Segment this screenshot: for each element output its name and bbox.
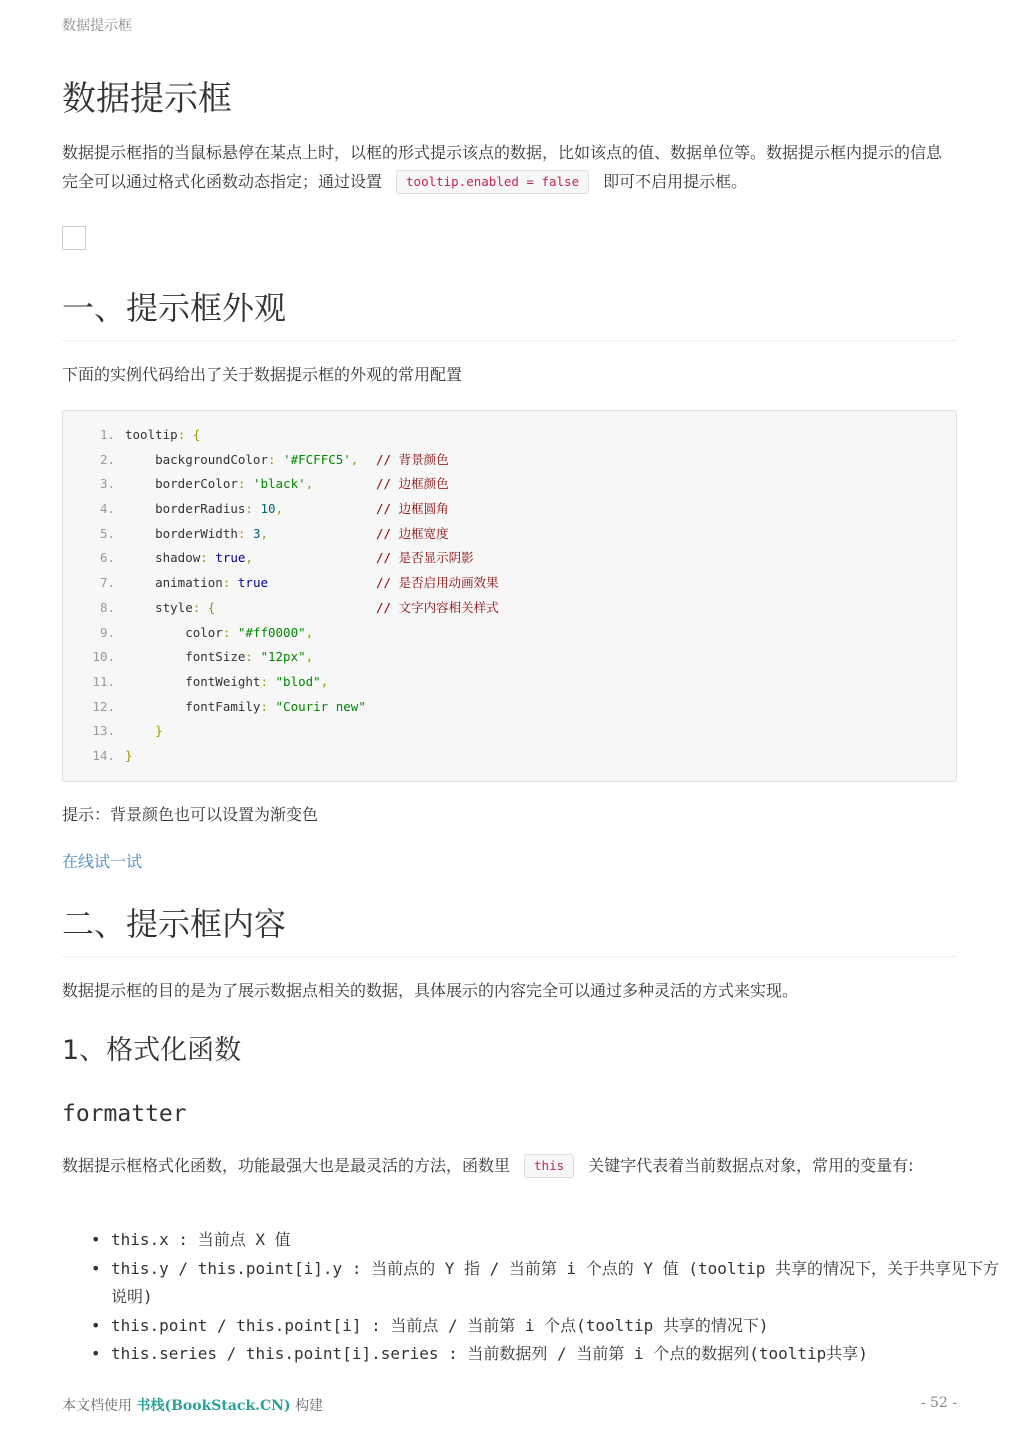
- line-number: 12.: [92, 698, 115, 714]
- code-line: [63, 695, 956, 720]
- line-number: 2.: [99, 451, 115, 467]
- code-token-sep: :: [177, 427, 193, 442]
- code-line: [63, 423, 956, 448]
- line-number: 13.: [92, 723, 115, 739]
- code-token-val: "blod": [275, 673, 321, 689]
- section-description: 下面的实例代码给出了关于数据提示框的外观的常用配置: [62, 365, 463, 384]
- line-number: 10.: [92, 649, 115, 665]
- code-text: [125, 719, 163, 744]
- code-line: [63, 719, 956, 744]
- code-line: [63, 546, 956, 571]
- code-token-val: }: [125, 747, 133, 763]
- code-token-val: "#ff0000": [237, 624, 306, 640]
- list-item: • this.point / this.point[i] : 当前点 / 当前第 i 个点(tooltip 共享的情况下): [111, 1312, 1006, 1341]
- code-text: [125, 448, 449, 473]
- code-comment: // 边框圆角: [376, 501, 449, 517]
- code-line: [63, 744, 956, 769]
- code-token-tail: ,: [320, 673, 329, 689]
- broken-image-icon: [62, 226, 86, 250]
- code-token-sep: :: [200, 550, 216, 566]
- code-token-tail: ,: [275, 501, 284, 517]
- code-line: [63, 645, 956, 670]
- code-token-key: borderRadius: [125, 501, 246, 517]
- code-token-tail: ,: [260, 525, 269, 541]
- try-online-link[interactable]: 在线试一试: [62, 852, 143, 871]
- page-title: 数据提示框: [62, 79, 232, 119]
- list-item: • this.y / this.point[i].y : 当前点的 Y 指 / 当前第 i 个点的 Y 值 (tooltip 共享的情况下，关于共享见下方说明): [111, 1255, 1006, 1312]
- code-text: [125, 621, 313, 646]
- code-token-sep: :: [237, 525, 253, 541]
- code-token-key: animation: [125, 575, 223, 591]
- footer-suffix: 构建: [295, 1398, 324, 1414]
- code-line: [63, 621, 956, 646]
- code-comment: // 文字内容相关样式: [376, 599, 499, 615]
- footer-brand[interactable]: 书栈(BookStack.CN): [136, 1398, 291, 1414]
- inline-code: tooltip.enabled = false: [396, 170, 589, 194]
- formatter-heading: formatter: [62, 1101, 187, 1127]
- code-token-sep: :: [222, 575, 238, 591]
- code-text: [125, 670, 328, 695]
- code-token-val: true: [215, 550, 246, 566]
- formatter-paragraph: [62, 1151, 957, 1180]
- code-text: [125, 423, 200, 448]
- code-token-sep: :: [192, 599, 208, 615]
- code-token-val: {: [207, 599, 216, 615]
- code-token-key: shadow: [125, 550, 201, 566]
- code-text: [125, 546, 474, 571]
- line-number: 6.: [99, 550, 115, 566]
- code-token-tail: ,: [305, 476, 314, 492]
- code-token-sep: :: [237, 476, 253, 492]
- code-comment: // 是否显示阴影: [376, 550, 474, 566]
- code-token-key: borderWidth: [125, 525, 238, 541]
- code-token-val: }: [155, 723, 163, 739]
- page-number: - 52 -: [920, 1395, 957, 1411]
- section-heading-appearance: 一、提示框外观: [62, 286, 957, 341]
- line-number: 5.: [99, 525, 115, 541]
- code-token-key: [125, 723, 155, 738]
- intro-text: 数据提示框指的当鼠标悬停在某点上时，以框的形式提示该点的数据，比如该点的值、数据单位等。数据提示框内提示的信息完全可以通过格式化函数动态指定；通过设置: [62, 143, 943, 191]
- list-item: • this.x : 当前点 X 值: [111, 1226, 1006, 1255]
- code-token-val: 3: [252, 525, 261, 541]
- tip-text: 提示：背景颜色也可以设置为渐变色: [62, 805, 319, 824]
- code-token-key: borderColor: [125, 476, 238, 492]
- code-line: [63, 596, 956, 621]
- code-line: [63, 497, 956, 522]
- code-token-val: '#FCFFC5': [283, 451, 351, 467]
- code-token-sep: :: [222, 624, 238, 640]
- list-item: • this.series / this.point[i].series : 当前数据列 / 当前第 i 个点的数据列(tooltip共享): [111, 1340, 1006, 1369]
- code-token-val: 'black': [252, 476, 306, 492]
- code-token-val: 10: [260, 501, 276, 517]
- subsection-heading: 1、格式化函数: [62, 1035, 242, 1066]
- code-token-sep: :: [268, 451, 284, 467]
- code-token-tail: ,: [305, 649, 314, 665]
- line-number: 11.: [92, 673, 115, 689]
- code-block: [62, 410, 957, 782]
- section-description-content: 数据提示框的目的是为了展示数据点相关的数据，具体展示的内容完全可以通过多种灵活的方式来实现。: [62, 981, 799, 1000]
- code-token-sep: :: [260, 673, 276, 689]
- code-text: [125, 497, 449, 522]
- code-line: [63, 448, 956, 473]
- line-number: 8.: [99, 599, 115, 615]
- code-comment: // 是否启用动画效果: [376, 575, 499, 591]
- intro-text-end: 即可不启用提示框。: [603, 172, 748, 191]
- code-text: [125, 522, 449, 547]
- line-number: 7.: [99, 575, 115, 591]
- variable-list: [62, 1226, 1006, 1369]
- line-number: 1.: [99, 427, 115, 442]
- code-text: [125, 596, 499, 621]
- line-number: 4.: [99, 501, 115, 517]
- intro-paragraph: [62, 138, 957, 196]
- inline-code-this: this: [524, 1154, 574, 1178]
- code-token-tail: ,: [305, 624, 314, 640]
- line-number: 14.: [92, 747, 115, 763]
- code-token-key: fontWeight: [125, 673, 261, 689]
- code-token-val: "12px": [260, 649, 306, 665]
- code-token-val: "Courir new": [275, 698, 366, 714]
- code-token-tail: ,: [350, 451, 359, 467]
- code-token-key: tooltip: [125, 427, 178, 442]
- code-token-key: style: [125, 599, 193, 615]
- code-text: [125, 645, 313, 670]
- footer-credit: [62, 1395, 323, 1415]
- code-comment: // 边框宽度: [376, 525, 449, 541]
- code-token-val: true: [237, 575, 269, 591]
- code-line: [63, 472, 956, 497]
- formatter-text-end: 关键字代表着当前数据点对象，常用的变量有:: [588, 1156, 914, 1175]
- line-number: 3.: [99, 476, 115, 492]
- code-text: [125, 695, 366, 720]
- code-token-val: {: [192, 427, 201, 442]
- code-token-key: fontFamily: [125, 698, 261, 714]
- code-comment: // 背景颜色: [376, 451, 449, 467]
- code-line: [63, 571, 956, 596]
- code-comment: // 边框颜色: [376, 476, 449, 492]
- section-heading-content: 二、提示框内容: [62, 902, 957, 957]
- code-text: [125, 744, 133, 769]
- code-token-tail: ,: [245, 550, 253, 566]
- code-token-sep: :: [260, 698, 276, 714]
- code-line: [63, 522, 956, 547]
- footer-prefix: 本文档使用: [62, 1398, 132, 1414]
- code-text: [125, 472, 449, 497]
- code-token-key: backgroundColor: [125, 451, 268, 467]
- running-header: 数据提示框: [62, 18, 132, 34]
- code-token-sep: :: [245, 649, 261, 665]
- code-token-key: color: [125, 624, 223, 640]
- code-token-key: fontSize: [125, 649, 246, 665]
- formatter-text: 数据提示框格式化函数，功能最强大也是最灵活的方法，函数里: [62, 1156, 511, 1175]
- code-token-sep: :: [245, 501, 261, 517]
- line-number: 9.: [99, 624, 115, 640]
- code-text: [125, 571, 499, 596]
- code-line: [63, 670, 956, 695]
